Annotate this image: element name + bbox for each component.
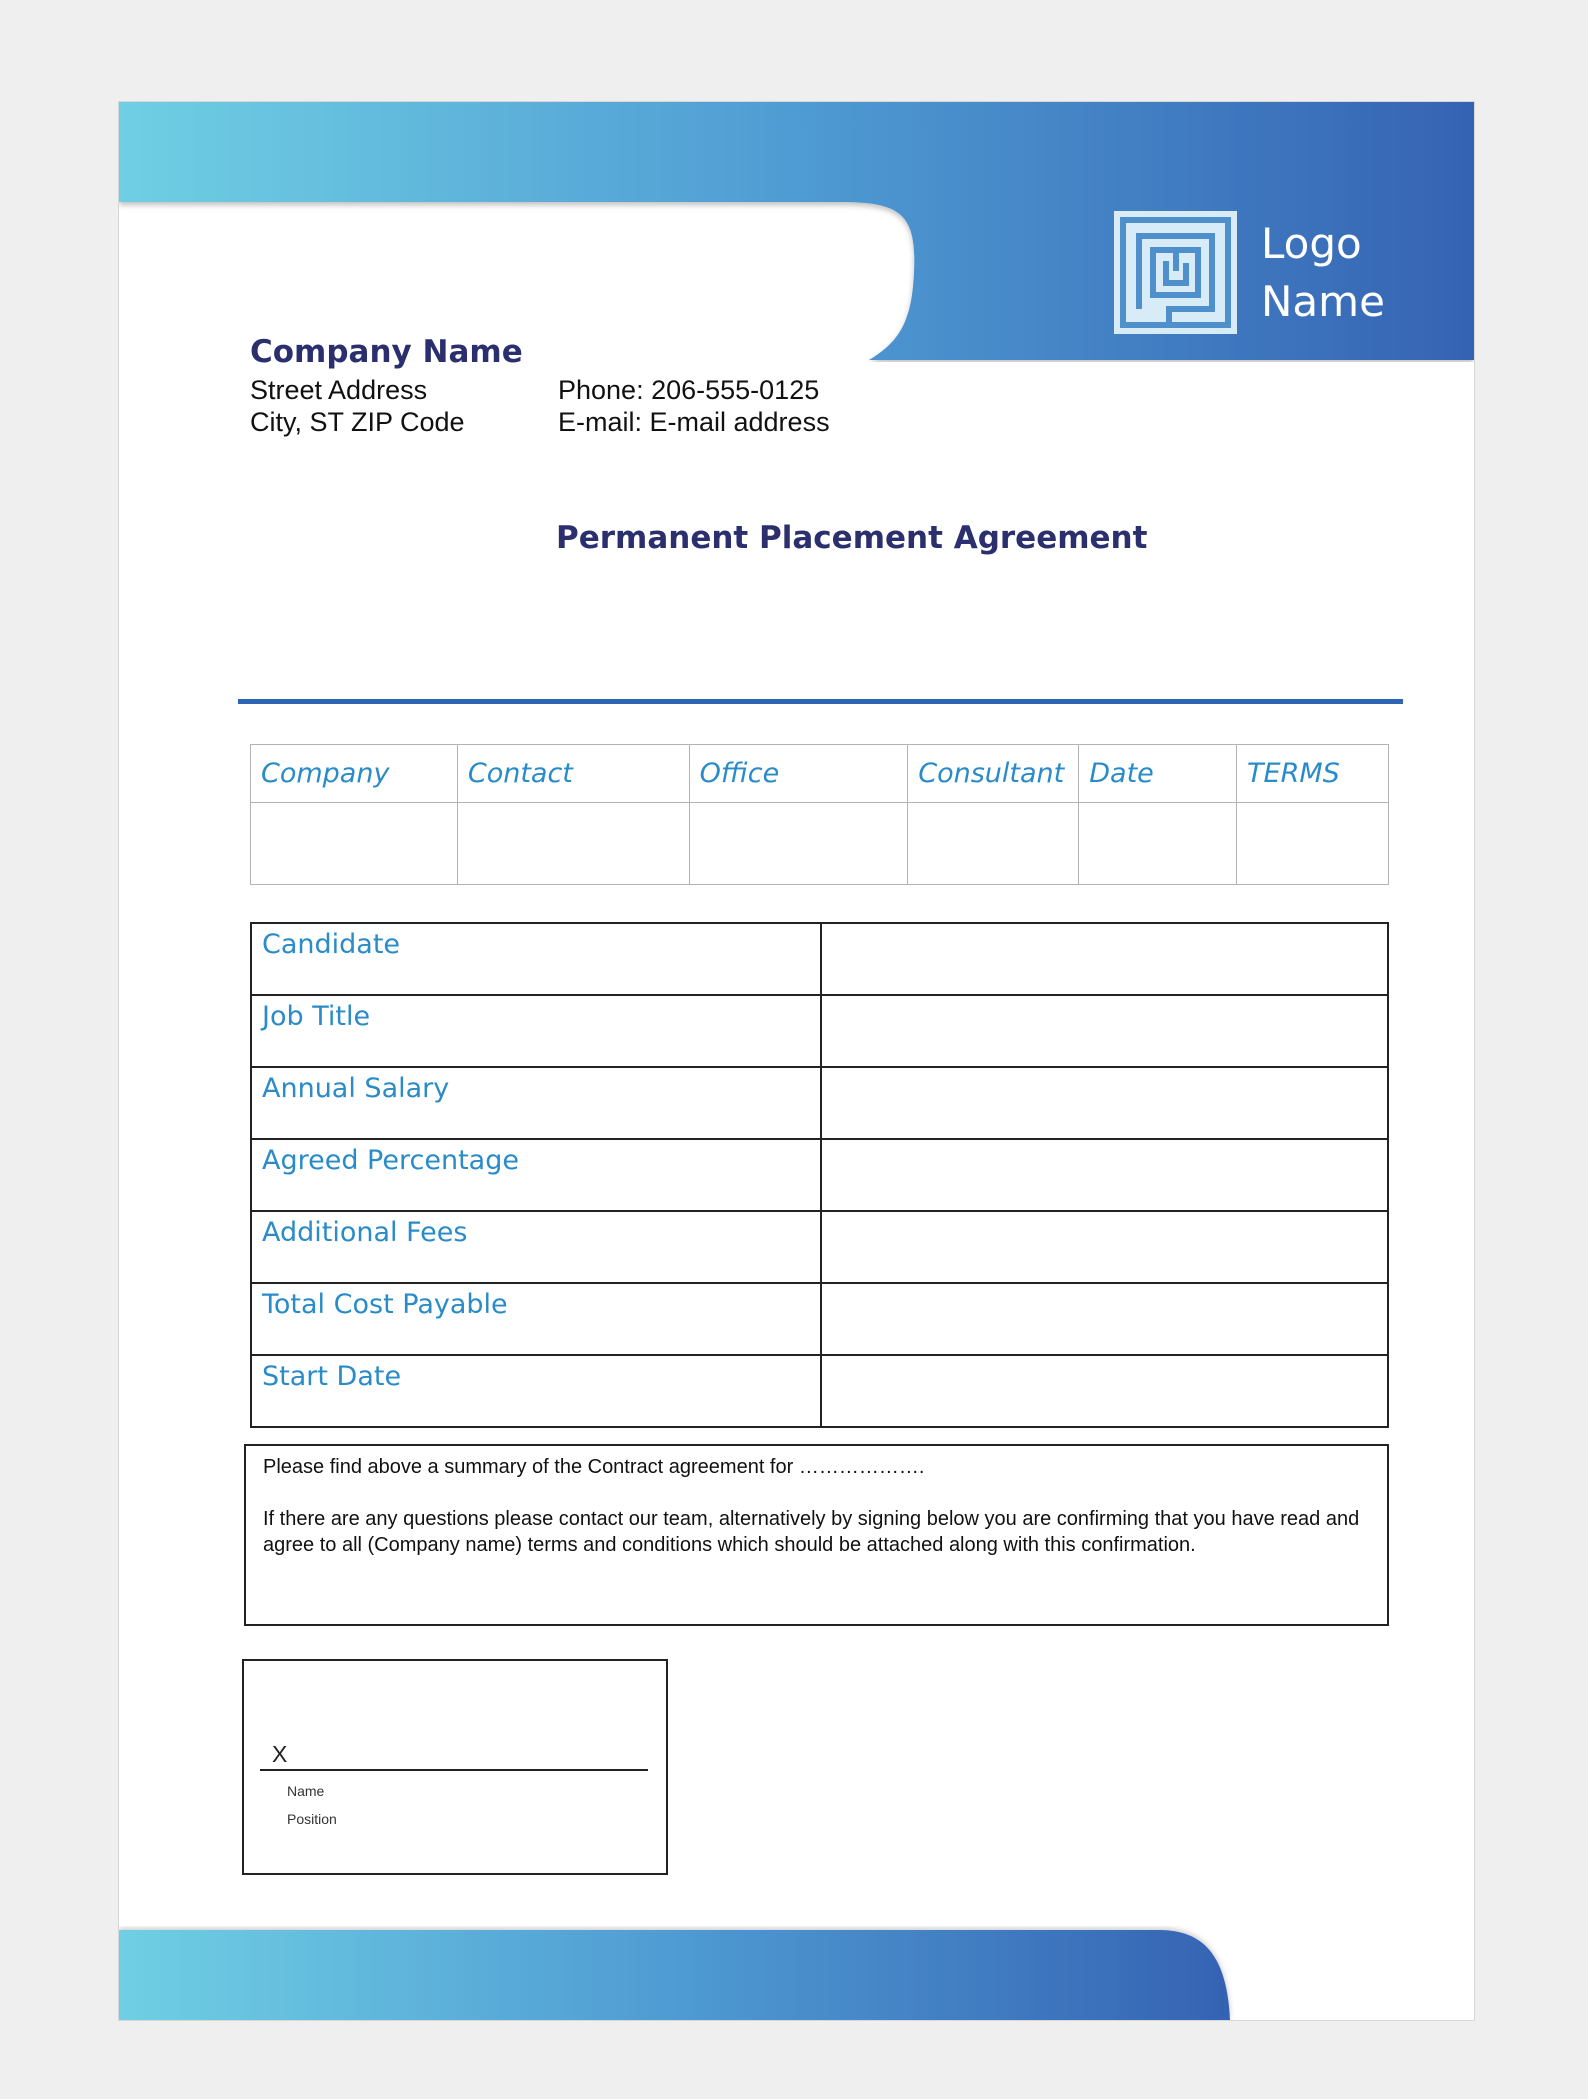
document-page	[118, 101, 1475, 2021]
footer-banner	[119, 1926, 1474, 2020]
header-company: Company	[251, 745, 458, 803]
signer-name-label: Name	[287, 1783, 325, 1799]
summary-note	[244, 1444, 1389, 1626]
candidate-table	[250, 922, 1389, 1428]
header-terms: TERMS	[1237, 745, 1389, 803]
phone: Phone: 206-555-0125	[558, 375, 820, 405]
email: E-mail: E-mail address	[558, 407, 830, 437]
table-row	[251, 1355, 1388, 1427]
annual-salary-label: Annual Salary	[251, 1067, 821, 1139]
details-table	[250, 744, 1389, 885]
details-entry-row	[251, 803, 1389, 885]
logo-line-1: Logo	[1261, 218, 1362, 268]
logo	[1114, 211, 1385, 334]
header-consultant: Consultant	[908, 745, 1079, 803]
table-row	[251, 923, 1388, 995]
agreed-percentage-field[interactable]	[821, 1139, 1388, 1211]
annual-salary-field[interactable]	[821, 1067, 1388, 1139]
header-contact: Contact	[457, 745, 689, 803]
confirmation-text: If there are any questions please contact our team, alternatively by signing below you are confirming that you have read and agree to all (Company name) terms and conditions which should be attached along with this confirmation.	[263, 1508, 1360, 1556]
city-state-zip: City, ST ZIP Code	[250, 407, 465, 437]
total-cost-label: Total Cost Payable	[251, 1283, 821, 1355]
signature-box[interactable]	[242, 1659, 668, 1875]
table-row	[251, 1283, 1388, 1355]
signature-line	[260, 1769, 648, 1771]
start-date-label: Start Date	[251, 1355, 821, 1427]
consultant-field[interactable]	[908, 803, 1079, 885]
logo-text	[1261, 215, 1385, 331]
additional-fees-label: Additional Fees	[251, 1211, 821, 1283]
maze-logo-icon	[1114, 211, 1237, 334]
contact-field[interactable]	[457, 803, 689, 885]
table-row	[251, 995, 1388, 1067]
signer-position-label: Position	[287, 1811, 337, 1827]
candidate-field[interactable]	[821, 923, 1388, 995]
additional-fees-field[interactable]	[821, 1211, 1388, 1283]
signature-mark: X	[272, 1741, 288, 1767]
header-office: Office	[689, 745, 908, 803]
header-date: Date	[1079, 745, 1237, 803]
street-address: Street Address	[250, 375, 428, 405]
agreed-percentage-label: Agreed Percentage	[251, 1139, 821, 1211]
company-contact	[558, 374, 830, 438]
job-title-label: Job Title	[251, 995, 821, 1067]
terms-field[interactable]	[1237, 803, 1389, 885]
start-date-field[interactable]	[821, 1355, 1388, 1427]
title-divider	[238, 699, 1403, 704]
details-header-row	[251, 745, 1389, 803]
table-row	[251, 1211, 1388, 1283]
company-field[interactable]	[251, 803, 458, 885]
job-title-field[interactable]	[821, 995, 1388, 1067]
logo-line-2: Name	[1261, 276, 1385, 326]
summary-line: Please find above a summary of the Contract agreement for ……………….	[263, 1456, 925, 1478]
company-name: Company Name	[250, 334, 523, 370]
document-title: Permanent Placement Agreement	[556, 520, 1148, 556]
company-address	[250, 374, 465, 438]
table-row	[251, 1067, 1388, 1139]
office-field[interactable]	[689, 803, 908, 885]
date-field[interactable]	[1079, 803, 1237, 885]
table-row	[251, 1139, 1388, 1211]
candidate-label: Candidate	[251, 923, 821, 995]
total-cost-field[interactable]	[821, 1283, 1388, 1355]
